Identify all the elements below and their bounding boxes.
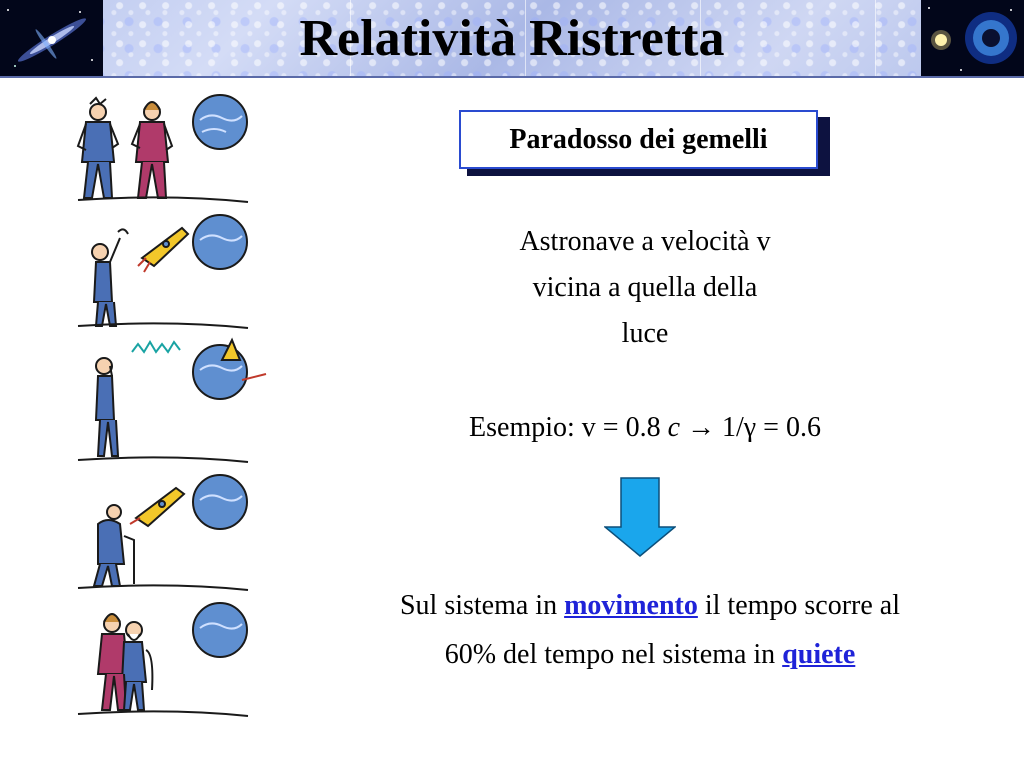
conclusion-text: Sul sistema in (399, 590, 565, 621)
panel-3 (78, 340, 266, 462)
description-line-1: Astronave a velocità v (519, 226, 771, 257)
example-formula (300, 412, 990, 444)
panel-1 (78, 95, 248, 202)
conclusion-text: 60% del tempo nel sistema in (444, 639, 783, 670)
description-line-3: luce (621, 318, 669, 349)
subtitle-box (459, 110, 818, 169)
header-divider (0, 76, 1024, 78)
implies-arrow: → (687, 412, 716, 443)
panel-5 (78, 603, 248, 716)
example-suffix: 1/γ = 0.6 (715, 412, 821, 443)
highlight-movimento: movimento (564, 590, 698, 621)
subtitle-text: Paradosso dei gemelli (509, 123, 768, 155)
down-arrow-icon (604, 477, 676, 557)
speed-of-light-symbol: c (667, 412, 681, 443)
panel-2 (78, 215, 248, 328)
panel-4 (78, 475, 248, 590)
twin-paradox-illustration (70, 90, 270, 730)
highlight-quiete: quiete (782, 639, 856, 670)
example-prefix: Esempio: v = 0.8 (469, 412, 668, 443)
slide-title: Relatività Ristretta (299, 10, 725, 67)
description-line-2: vicina a quella della (532, 272, 758, 303)
conclusion-line-1 (310, 590, 990, 622)
header-band (0, 0, 1024, 78)
conclusion-line-2 (310, 639, 990, 671)
conclusion-text: il tempo scorre al (697, 590, 901, 621)
